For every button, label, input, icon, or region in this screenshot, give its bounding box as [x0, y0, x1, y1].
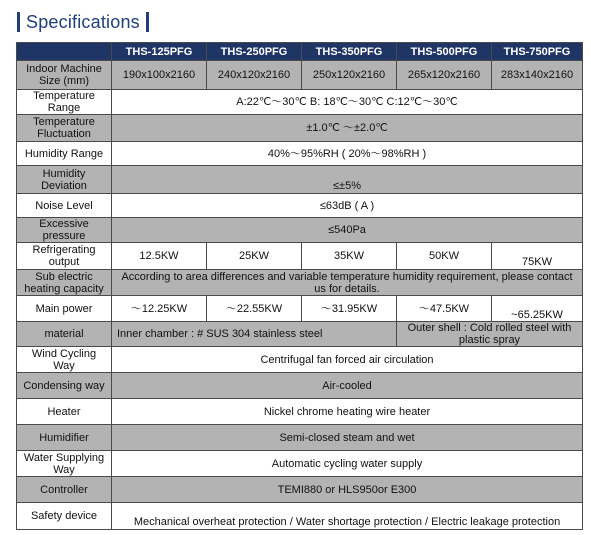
table-cell: ～12.25KW [112, 296, 207, 322]
row-label: Water Supplying Way [17, 451, 112, 477]
table-row [17, 90, 583, 115]
page-title: Specifications [26, 11, 140, 32]
table-cell: 190x100x2160 [112, 61, 207, 90]
table-row [17, 451, 583, 477]
row-label: material [17, 322, 112, 347]
row-label: Noise Level [17, 194, 112, 218]
table-cell: ≤540Pa [112, 218, 583, 243]
table-cell: 283x140x2160 [492, 61, 583, 90]
table-cell: Automatic cycling water supply [112, 451, 583, 477]
table-row [17, 61, 583, 90]
row-label: Condensing way [17, 373, 112, 399]
row-label: Heater [17, 399, 112, 425]
table-cell: Air-cooled [112, 373, 583, 399]
title-bar-left [17, 12, 20, 32]
table-row [17, 115, 583, 142]
table-cell: ~65.25KW [492, 296, 583, 322]
table-row [17, 425, 583, 451]
row-label: Refrigerating output [17, 243, 112, 270]
section-title [17, 9, 149, 35]
table-cell: According to area differences and variable temperature humidity requirement, please contact us for details. [112, 270, 583, 296]
row-label: Main power [17, 296, 112, 322]
table-row [17, 243, 583, 270]
table-cell: 40%～95%RH ( 20%～98%RH ) [112, 142, 583, 166]
row-label: Temperature Fluctuation [17, 115, 112, 142]
header-row [17, 43, 583, 61]
table-cell: A:22℃～30℃ B: 18℃～30℃ C:12℃～30℃ [112, 90, 583, 115]
specifications-table [16, 42, 583, 530]
model-header: THS-125PFG [112, 43, 207, 61]
row-label: Humidity Range [17, 142, 112, 166]
model-header: THS-500PFG [397, 43, 492, 61]
table-cell: 250x120x2160 [302, 61, 397, 90]
table-cell: 75KW [492, 243, 583, 270]
table-row [17, 270, 583, 296]
row-label: Controller [17, 477, 112, 503]
table-row [17, 373, 583, 399]
table-cell: ～47.5KW [397, 296, 492, 322]
model-header: THS-750PFG [492, 43, 583, 61]
table-cell: ±1.0℃ ～±2.0℃ [112, 115, 583, 142]
table-cell: TEMI880 or HLS950or E300 [112, 477, 583, 503]
table-row [17, 218, 583, 243]
row-label: Wind Cycling Way [17, 347, 112, 373]
table-cell: Outer shell : Cold rolled steel with plastic spray [397, 322, 583, 347]
table-cell: ≤63dB ( A ) [112, 194, 583, 218]
table-cell: ≤±5% [112, 166, 583, 194]
table-row [17, 194, 583, 218]
table-cell: 35KW [302, 243, 397, 270]
row-label: Sub electric heating capacity [17, 270, 112, 296]
row-label: Humidifier [17, 425, 112, 451]
row-label: Indoor Machine Size (mm) [17, 61, 112, 90]
table-row [17, 477, 583, 503]
table-cell: Semi-closed steam and wet [112, 425, 583, 451]
table-cell: ～22.55KW [207, 296, 302, 322]
table-row [17, 166, 583, 194]
table-row [17, 347, 583, 373]
table-cell: 240x120x2160 [207, 61, 302, 90]
row-label: Temperature Range [17, 90, 112, 115]
row-label: Humidity Deviation [17, 166, 112, 194]
table-cell: 50KW [397, 243, 492, 270]
table-cell: 25KW [207, 243, 302, 270]
table-row [17, 296, 583, 322]
table-cell: Inner chamber : # SUS 304 stainless steel [112, 322, 397, 347]
model-header: THS-250PFG [207, 43, 302, 61]
table-row [17, 503, 583, 530]
table-cell: 12.5KW [112, 243, 207, 270]
row-label: Safety device [17, 503, 112, 530]
table-row [17, 399, 583, 425]
row-label: Excessive pressure [17, 218, 112, 243]
table-cell: Mechanical overheat protection / Water shortage protection / Electric leakage protection [112, 503, 583, 530]
table-cell: ～31.95KW [302, 296, 397, 322]
table-cell: Nickel chrome heating wire heater [112, 399, 583, 425]
header-corner [17, 43, 112, 61]
table-row [17, 142, 583, 166]
title-bar-right [146, 12, 149, 32]
table-row [17, 322, 583, 347]
model-header: THS-350PFG [302, 43, 397, 61]
table-cell: Centrifugal fan forced air circulation [112, 347, 583, 373]
table-cell: 265x120x2160 [397, 61, 492, 90]
